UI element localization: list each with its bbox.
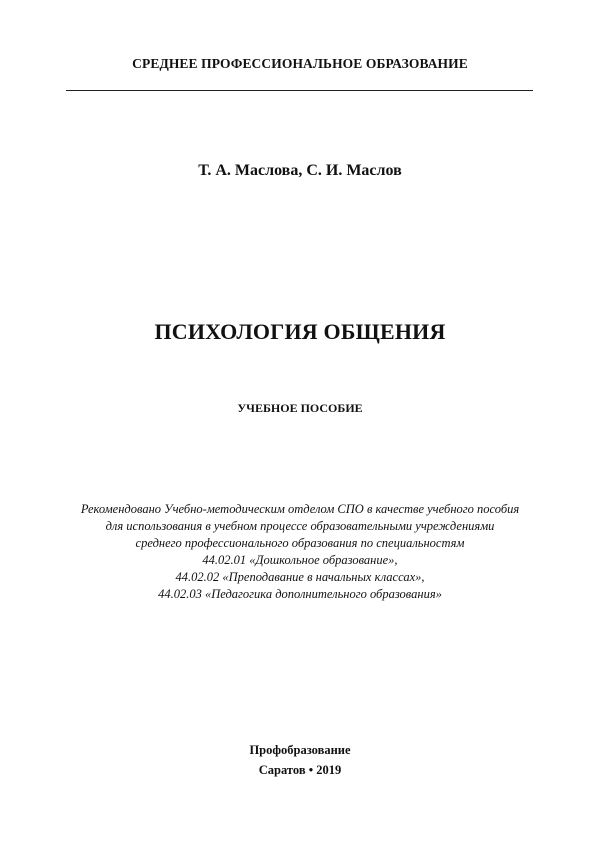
recommendation-block <box>40 501 560 603</box>
book-subtitle: УЧЕБНОЕ ПОСОБИЕ <box>237 401 363 415</box>
recommendation-line: для использования в учебном процессе образовательными учреждениями <box>105 519 495 533</box>
book-title: ПСИХОЛОГИЯ ОБЩЕНИЯ <box>154 319 446 344</box>
recommendation-line: Рекомендовано Учебно-методическим отделом СПО в качестве учебного пособия <box>80 502 520 516</box>
recommendation-line: среднего профессионального образования по специальностям <box>135 536 465 550</box>
series-heading: СРЕДНЕЕ ПРОФЕССИОНАЛЬНОЕ ОБРАЗОВАНИЕ <box>132 56 468 71</box>
authors: Т. А. Маслова, С. И. Маслов <box>198 162 402 179</box>
recommendation-line: 44.02.02 «Преподавание в начальных классах», <box>175 570 425 584</box>
publisher-block <box>0 740 600 780</box>
publisher-name: Профобразование <box>249 743 351 757</box>
header-divider <box>66 90 533 91</box>
publisher-city-year: Саратов • 2019 <box>258 763 342 777</box>
recommendation-line: 44.02.03 «Педагогика дополнительного образования» <box>158 587 442 601</box>
recommendation-line: 44.02.01 «Дошкольное образование», <box>202 553 398 567</box>
